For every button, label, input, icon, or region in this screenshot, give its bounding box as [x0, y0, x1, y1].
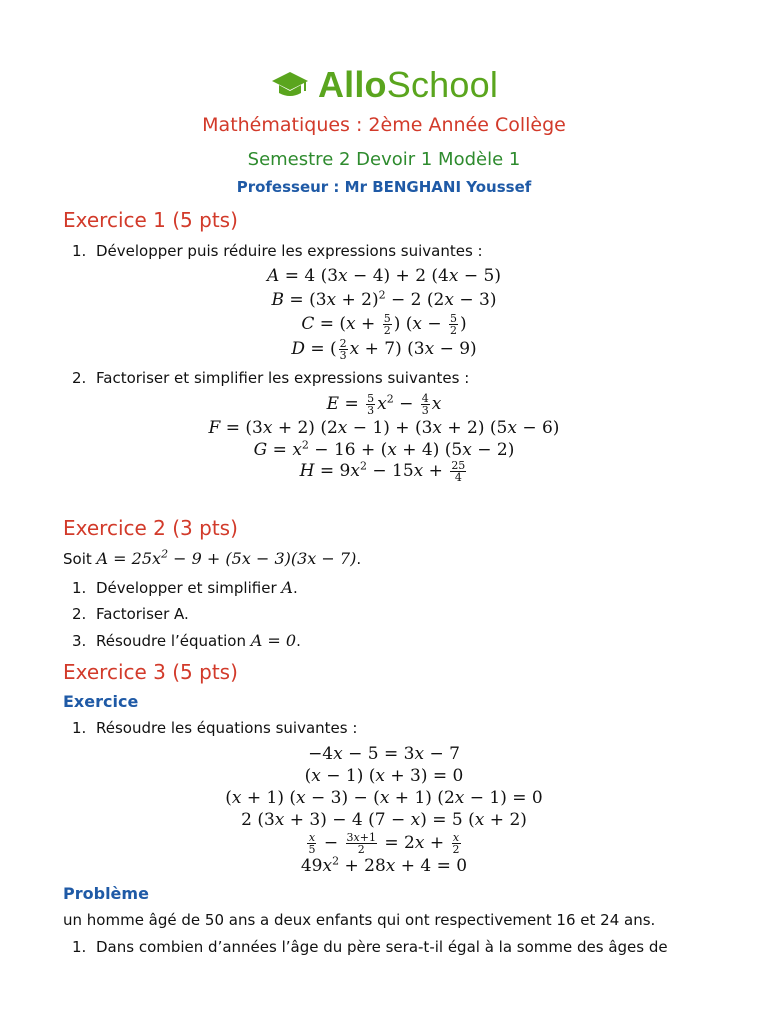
expression-d: D = ( $\frac{2}{3}$ x + 7) (3x − 9) [291, 337, 477, 362]
expression-h: $H = 9x^2 - 15x$ + $\frac{25}{4}$ [299, 459, 466, 484]
graduation-cap-icon [270, 68, 310, 102]
exercise-1-question-2: 2. Factoriser et simplifier les expressions suivantes : [72, 369, 470, 387]
equation-3: (x + 1) (x − 3) − (x + 1) (2x − 1) = 0 [225, 788, 543, 808]
equation-5: $\frac{x}{5}$ − $\frac{3x+1}{2}$ = 2x + $\frac{x}{2}$ [308, 831, 460, 856]
expression-e: E = $\frac{5}{3}$ $x^2$ − $\frac{4}{3}$ x [326, 392, 442, 417]
subject-title: Mathématiques : 2ème Année Collège [202, 114, 566, 136]
exercise-3-question-1: 1. Résoudre les équations suivantes : [72, 719, 358, 737]
expression-c: C = (x + $\frac{5}{2}$ ) (x − $\frac{5}{2}$ ) [301, 312, 467, 337]
exercise-2-title: Exercice 2 (3 pts) [63, 516, 238, 540]
equation-2: (x − 1) (x + 3) = 0 [304, 766, 464, 786]
problem-title: Problème [63, 884, 149, 903]
exercise-2-question-3: 3. Résoudre l’équation A = 0. [72, 631, 301, 650]
equation-1: −4x − 5 = 3x − 7 [308, 744, 460, 764]
logo-text: AlloSchool [317, 64, 499, 105]
equation-6: $49x^2 + 28x + 4 = 0$ [300, 854, 468, 876]
exercise-2-statement: Soit $A = 25x^2 - 9 + (5x - 3)(3x - 7)$. [63, 547, 362, 568]
semester-title: Semestre 2 Devoir 1 Modèle 1 [247, 149, 521, 170]
exercise-3-title: Exercice 3 (5 pts) [63, 660, 238, 684]
exercise-1-title: Exercice 1 (5 pts) [63, 208, 238, 232]
equation-4: 2 (3x + 3) − 4 (7 − x) = 5 (x + 2) [241, 810, 527, 830]
expression-a: A = 4 (3x − 4) + 2 (4x − 5) [267, 266, 501, 286]
problem-question-1: 1. Dans combien d’années l’âge du père sera-t-il égal à la somme des âges de [72, 938, 668, 956]
logo [0, 64, 768, 106]
professor-name: Professeur : Mr BENGHANI Youssef [236, 178, 532, 196]
expression-g: $G = x^2 - 16 + (x + 4) (5x - 2)$ [253, 438, 515, 460]
problem-statement: un homme âgé de 50 ans a deux enfants qui ont respectivement 16 et 24 ans. [63, 911, 656, 929]
exercise-3-subtitle: Exercice [63, 692, 139, 711]
exercise-2-question-1: 1. Développer et simplifier A. [72, 578, 298, 597]
exercise-1-question-1: 1. Développer puis réduire les expressions suivantes : [72, 242, 483, 260]
expression-f: F = (3x + 2) (2x − 1) + (3x + 2) (5x − 6) [208, 418, 560, 438]
expression-b: $B = (3x + 2)^2 - 2$ (2x − 3) [271, 288, 497, 310]
exercise-2-question-2: 2. Factoriser A. [72, 605, 189, 623]
